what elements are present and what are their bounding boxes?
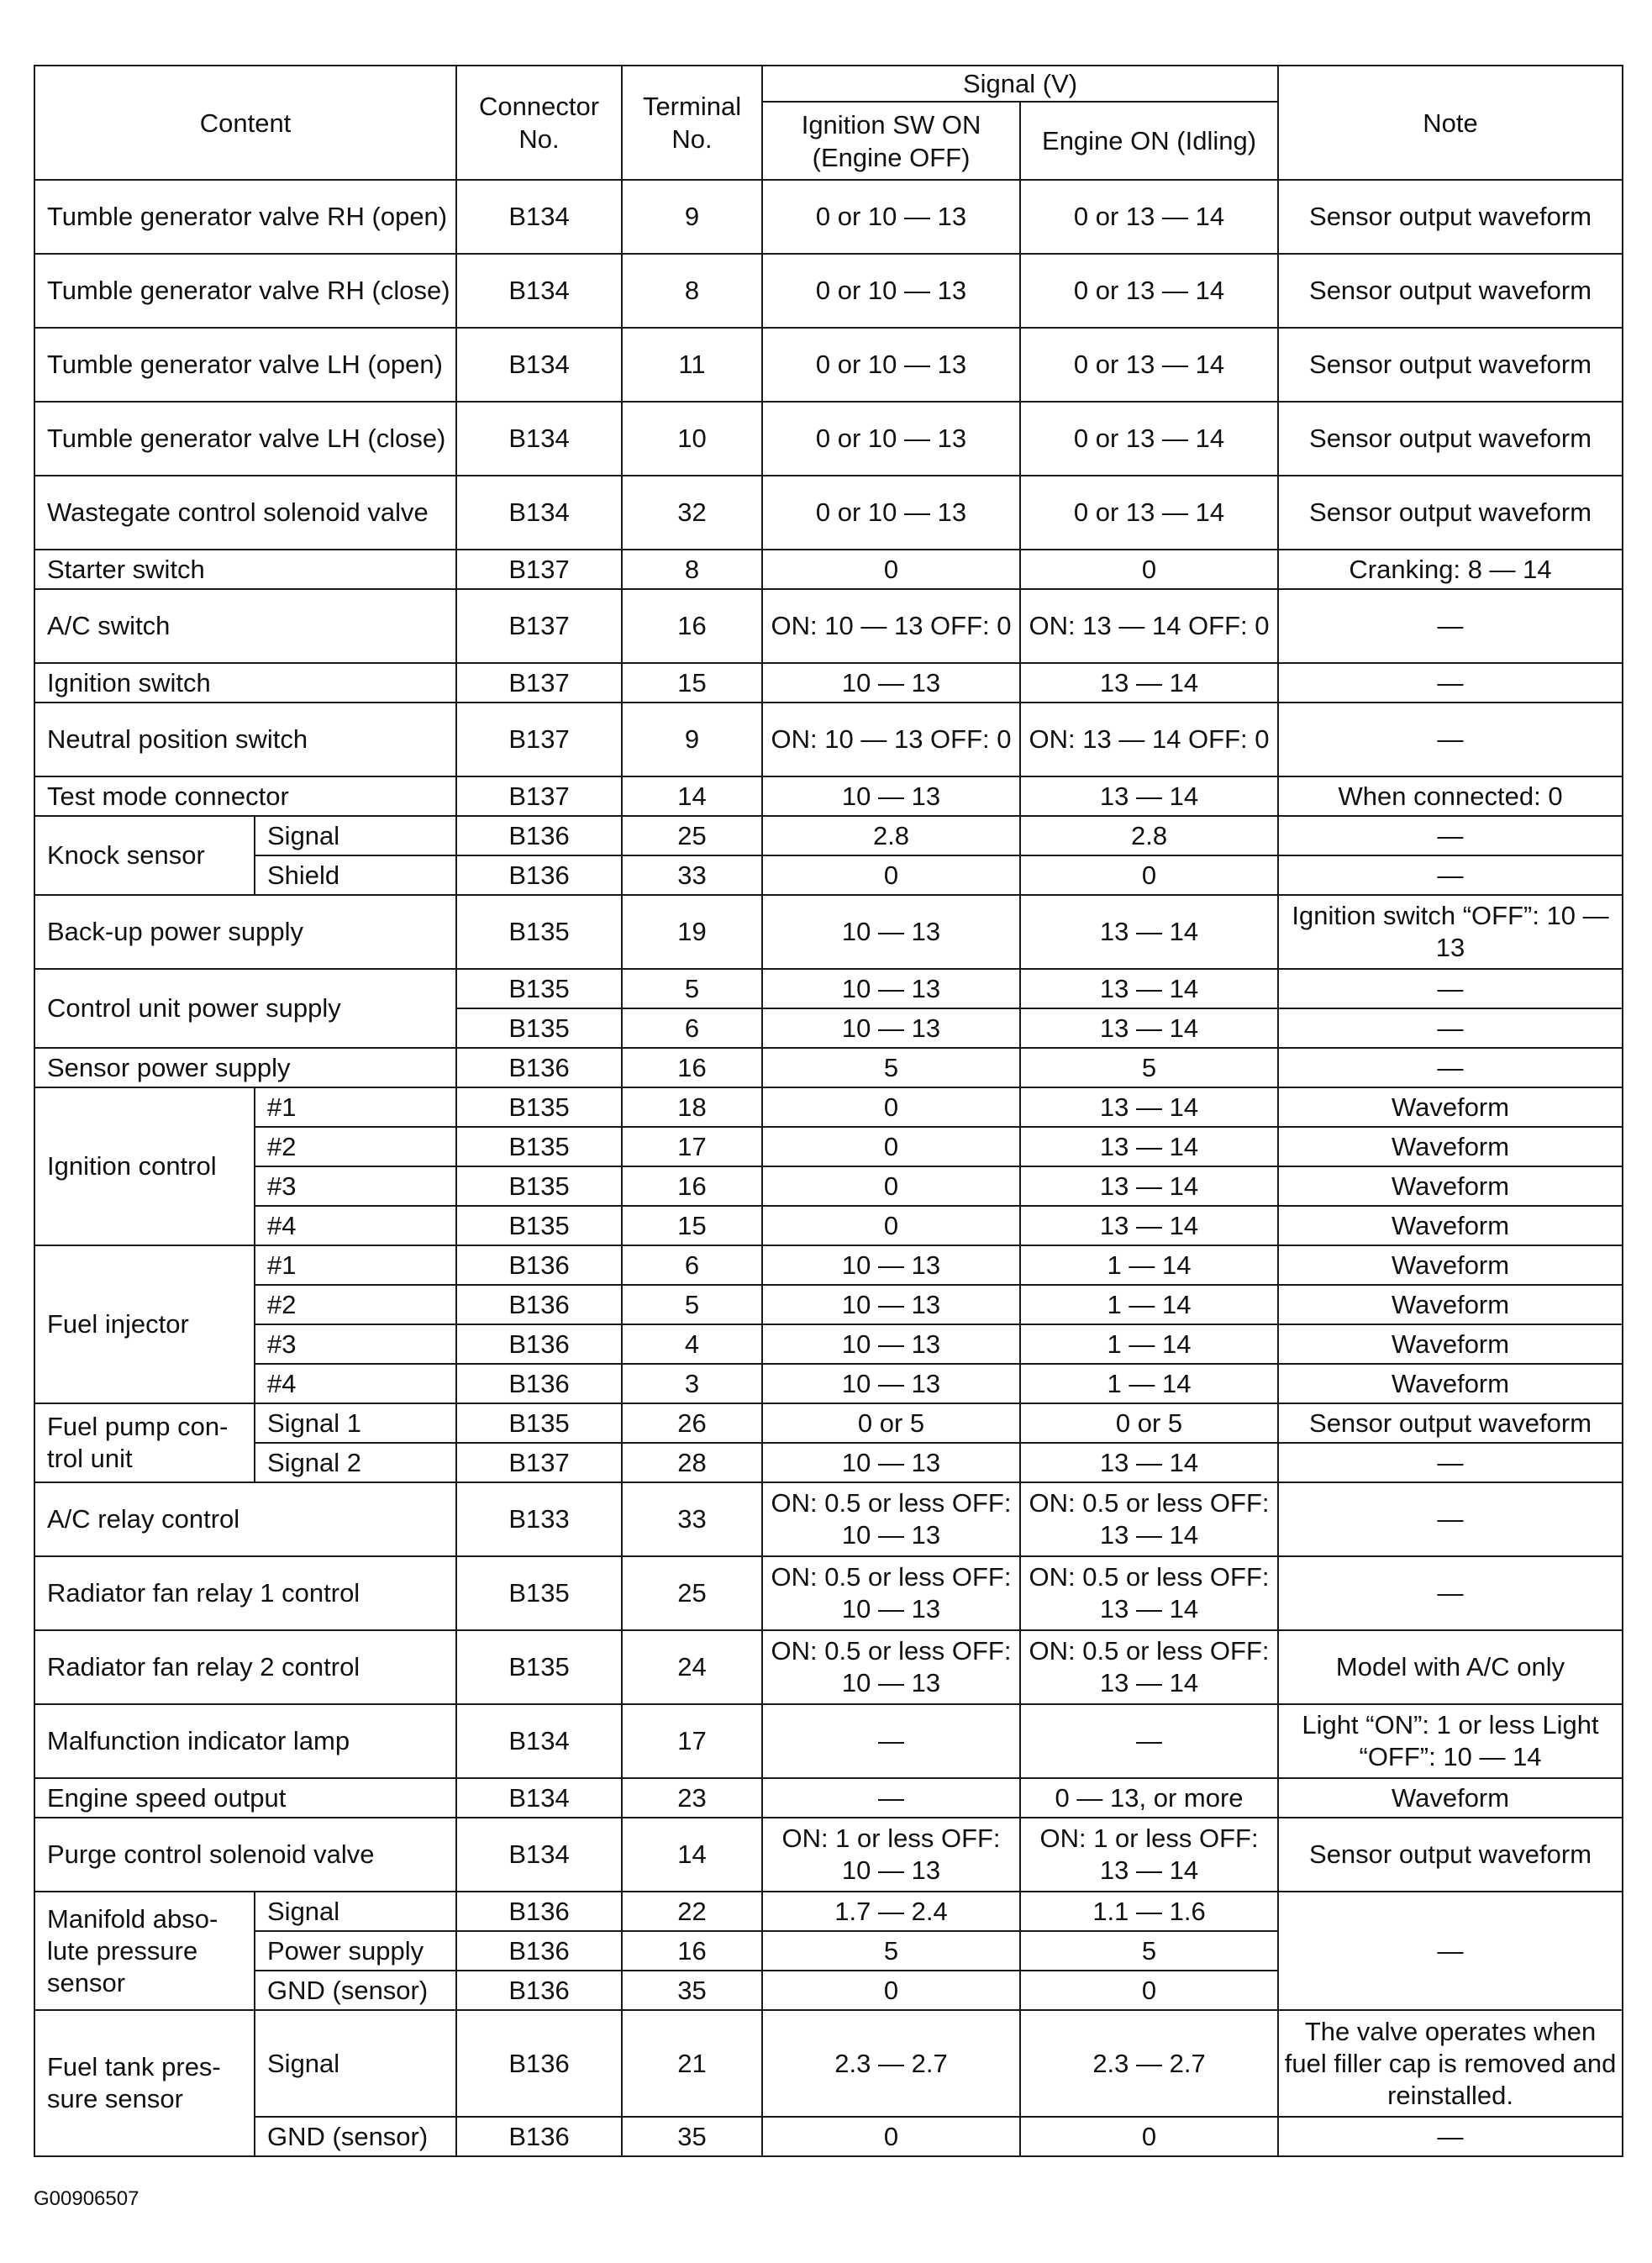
note-cell: Sensor output waveform (1278, 254, 1623, 328)
engine-on-value: 0 or 13 — 14 (1020, 254, 1278, 328)
table-row (34, 1166, 1623, 1206)
content-cell: Tumble generator valve LH (open) (34, 328, 456, 402)
ignition-on-value: 1.7 — 2.4 (762, 1892, 1020, 1931)
table-row (34, 1892, 1623, 1931)
sub-content-cell: #4 (255, 1206, 456, 1245)
terminal-cell: 26 (622, 1403, 762, 1443)
terminal-cell: 8 (622, 550, 762, 589)
connector-cell: B136 (456, 2117, 622, 2156)
connector-cell: B136 (456, 1931, 622, 1971)
ignition-on-value: 0 or 10 — 13 (762, 476, 1020, 550)
ignition-on-value: 0 (762, 550, 1020, 589)
connector-cell: B136 (456, 816, 622, 855)
connector-cell: B134 (456, 1818, 622, 1892)
terminal-cell: 32 (622, 476, 762, 550)
sub-content-cell: Shield (255, 855, 456, 895)
note-cell: The valve operates when fuel filler cap is removed and reinstalled. (1278, 2010, 1623, 2117)
terminal-cell: 35 (622, 2117, 762, 2156)
header-engine-on: Engine ON (Idling) (1020, 102, 1278, 180)
engine-on-value: ON: 0.5 or less OFF: 13 — 14 (1020, 1556, 1278, 1630)
table-row (34, 1324, 1623, 1364)
ignition-on-value: 0 (762, 1206, 1020, 1245)
terminal-cell: 16 (622, 1048, 762, 1087)
ignition-on-value: 0 (762, 855, 1020, 895)
table-row (34, 328, 1623, 402)
note-cell: Waveform (1278, 1206, 1623, 1245)
sub-content-cell: #4 (255, 1364, 456, 1403)
content-cell: Sensor power supply (34, 1048, 456, 1087)
note-cell: Waveform (1278, 1285, 1623, 1324)
table-row (34, 1778, 1623, 1818)
table-row (34, 2010, 1623, 2117)
sub-content-cell: GND (sensor) (255, 2117, 456, 2156)
header-note: Note (1278, 66, 1623, 180)
ignition-on-value: ON: 0.5 or less OFF: 10 — 13 (762, 1630, 1020, 1704)
table-row (34, 895, 1623, 969)
ignition-on-value: 2.8 (762, 816, 1020, 855)
connector-cell: B135 (456, 1127, 622, 1166)
engine-on-value: 13 — 14 (1020, 663, 1278, 703)
engine-on-value: 1 — 14 (1020, 1324, 1278, 1364)
content-cell: Tumble generator valve RH (close) (34, 254, 456, 328)
table-row (34, 1048, 1623, 1087)
terminal-cell: 9 (622, 180, 762, 254)
engine-on-value: ON: 0.5 or less OFF: 13 — 14 (1020, 1482, 1278, 1556)
note-cell: Sensor output waveform (1278, 1403, 1623, 1443)
content-cell: Wastegate control solenoid valve (34, 476, 456, 550)
note-cell: Waveform (1278, 1245, 1623, 1285)
connector-cell: B134 (456, 402, 622, 476)
sub-content-cell: #3 (255, 1166, 456, 1206)
engine-on-value: ON: 13 — 14 OFF: 0 (1020, 589, 1278, 663)
terminal-cell: 17 (622, 1127, 762, 1166)
ignition-on-value: 0 (762, 1971, 1020, 2010)
terminal-cell: 10 (622, 402, 762, 476)
terminal-cell: 5 (622, 1285, 762, 1324)
table-row (34, 1364, 1623, 1403)
engine-on-value: 0 (1020, 855, 1278, 895)
note-cell: — (1278, 589, 1623, 663)
terminal-cell: 9 (622, 703, 762, 776)
note-cell: — (1278, 1443, 1623, 1482)
table-row (34, 1556, 1623, 1630)
terminal-cell: 16 (622, 1931, 762, 1971)
connector-cell: B137 (456, 703, 622, 776)
terminal-cell: 25 (622, 1556, 762, 1630)
note-cell: Waveform (1278, 1324, 1623, 1364)
table-row (34, 855, 1623, 895)
note-cell: — (1278, 1482, 1623, 1556)
engine-on-value: 0 or 13 — 14 (1020, 328, 1278, 402)
connector-cell: B134 (456, 476, 622, 550)
ignition-on-value: ON: 10 — 13 OFF: 0 (762, 703, 1020, 776)
connector-cell: B135 (456, 1403, 622, 1443)
signal-spec-table (34, 65, 1623, 2157)
table-row (34, 2117, 1623, 2156)
header-terminal: Terminal No. (622, 66, 762, 180)
content-cell: Ignition switch (34, 663, 456, 703)
content-cell: Radiator fan relay 1 control (34, 1556, 456, 1630)
ignition-on-value: ON: 0.5 or less OFF: 10 — 13 (762, 1482, 1020, 1556)
connector-cell: B137 (456, 776, 622, 816)
ignition-on-value: 10 — 13 (762, 1364, 1020, 1403)
note-cell: Sensor output waveform (1278, 328, 1623, 402)
table-row (34, 254, 1623, 328)
ignition-on-value: 10 — 13 (762, 895, 1020, 969)
sub-content-cell: Signal (255, 1892, 456, 1931)
note-cell: — (1278, 855, 1623, 895)
engine-on-value: 0 or 5 (1020, 1403, 1278, 1443)
engine-on-value: 5 (1020, 1931, 1278, 1971)
ignition-on-value: 5 (762, 1931, 1020, 1971)
terminal-cell: 25 (622, 816, 762, 855)
table-row (34, 1206, 1623, 1245)
terminal-cell: 18 (622, 1087, 762, 1127)
engine-on-value: 0 or 13 — 14 (1020, 476, 1278, 550)
ignition-on-value: 10 — 13 (762, 1245, 1020, 1285)
sub-content-cell: Signal (255, 816, 456, 855)
note-cell: — (1278, 969, 1623, 1008)
ignition-on-value: 10 — 13 (762, 1443, 1020, 1482)
terminal-cell: 14 (622, 1818, 762, 1892)
terminal-cell: 8 (622, 254, 762, 328)
content-cell: Ignition control (34, 1087, 255, 1245)
engine-on-value: 0 (1020, 1971, 1278, 2010)
note-cell: Waveform (1278, 1166, 1623, 1206)
connector-cell: B136 (456, 1892, 622, 1931)
table-row (34, 1285, 1623, 1324)
ignition-on-value: 0 or 10 — 13 (762, 328, 1020, 402)
engine-on-value: 0 (1020, 2117, 1278, 2156)
table-row (34, 1245, 1623, 1285)
note-cell: Sensor output waveform (1278, 1818, 1623, 1892)
note-cell: Sensor output waveform (1278, 402, 1623, 476)
terminal-cell: 28 (622, 1443, 762, 1482)
terminal-cell: 19 (622, 895, 762, 969)
note-cell: — (1278, 1892, 1623, 2010)
sub-content-cell: Signal (255, 2010, 456, 2117)
header-ignition-on: Ignition SW ON (Engine OFF) (762, 102, 1020, 180)
engine-on-value: ON: 1 or less OFF: 13 — 14 (1020, 1818, 1278, 1892)
note-cell: — (1278, 1556, 1623, 1630)
connector-cell: B135 (456, 1087, 622, 1127)
ignition-on-value: 0 (762, 1087, 1020, 1127)
sub-content-cell: #2 (255, 1285, 456, 1324)
terminal-cell: 24 (622, 1630, 762, 1704)
terminal-cell: 16 (622, 1166, 762, 1206)
engine-on-value: 5 (1020, 1048, 1278, 1087)
content-cell: Manifold abso-lute pressure sensor (34, 1892, 255, 2010)
table-row (34, 180, 1623, 254)
sub-content-cell: GND (sensor) (255, 1971, 456, 2010)
ignition-on-value: 0 (762, 2117, 1020, 2156)
engine-on-value: ON: 13 — 14 OFF: 0 (1020, 703, 1278, 776)
content-cell: Back-up power supply (34, 895, 456, 969)
sub-content-cell: #1 (255, 1245, 456, 1285)
note-cell: — (1278, 816, 1623, 855)
connector-cell: B135 (456, 1630, 622, 1704)
terminal-cell: 5 (622, 969, 762, 1008)
ignition-on-value: 10 — 13 (762, 969, 1020, 1008)
header-connector: Connector No. (456, 66, 622, 180)
content-cell: Engine speed output (34, 1778, 456, 1818)
table-row (34, 969, 1623, 1008)
table-row (34, 1087, 1623, 1127)
engine-on-value: 13 — 14 (1020, 1166, 1278, 1206)
ignition-on-value: 10 — 13 (762, 1324, 1020, 1364)
table-row (34, 402, 1623, 476)
table-row (34, 1127, 1623, 1166)
ignition-on-value: 2.3 — 2.7 (762, 2010, 1020, 2117)
note-cell: Waveform (1278, 1127, 1623, 1166)
engine-on-value: 13 — 14 (1020, 1087, 1278, 1127)
connector-cell: B133 (456, 1482, 622, 1556)
table-row (34, 550, 1623, 589)
table-row (34, 1704, 1623, 1778)
content-cell: Fuel injector (34, 1245, 255, 1403)
engine-on-value: — (1020, 1704, 1278, 1778)
content-cell: Test mode connector (34, 776, 456, 816)
table-row (34, 1818, 1623, 1892)
content-cell: Neutral position switch (34, 703, 456, 776)
engine-on-value: 13 — 14 (1020, 1206, 1278, 1245)
content-cell: Fuel pump con-trol unit (34, 1403, 255, 1482)
content-cell: A/C switch (34, 589, 456, 663)
terminal-cell: 23 (622, 1778, 762, 1818)
connector-cell: B134 (456, 1704, 622, 1778)
note-cell: — (1278, 663, 1623, 703)
ignition-on-value: 10 — 13 (762, 1285, 1020, 1324)
table-row (34, 776, 1623, 816)
note-cell: — (1278, 703, 1623, 776)
terminal-cell: 33 (622, 855, 762, 895)
engine-on-value: 1 — 14 (1020, 1364, 1278, 1403)
content-cell: A/C relay control (34, 1482, 456, 1556)
ignition-on-value: 10 — 13 (762, 1008, 1020, 1048)
terminal-cell: 3 (622, 1364, 762, 1403)
sub-content-cell: #2 (255, 1127, 456, 1166)
connector-cell: B135 (456, 1206, 622, 1245)
connector-cell: B135 (456, 969, 622, 1008)
table-row (34, 476, 1623, 550)
ignition-on-value: 10 — 13 (762, 776, 1020, 816)
terminal-cell: 33 (622, 1482, 762, 1556)
ignition-on-value: 5 (762, 1048, 1020, 1087)
note-cell: Sensor output waveform (1278, 476, 1623, 550)
content-cell: Starter switch (34, 550, 456, 589)
table-row (34, 589, 1623, 663)
sub-content-cell: Power supply (255, 1931, 456, 1971)
content-cell: Tumble generator valve LH (close) (34, 402, 456, 476)
engine-on-value: 0 (1020, 550, 1278, 589)
terminal-cell: 21 (622, 2010, 762, 2117)
terminal-cell: 16 (622, 589, 762, 663)
engine-on-value: 0 or 13 — 14 (1020, 402, 1278, 476)
connector-cell: B137 (456, 663, 622, 703)
note-cell: When connected: 0 (1278, 776, 1623, 816)
ignition-on-value: 0 or 10 — 13 (762, 180, 1020, 254)
ignition-on-value: 0 (762, 1127, 1020, 1166)
header-signal: Signal (V) (762, 66, 1278, 102)
terminal-cell: 35 (622, 1971, 762, 2010)
connector-cell: B135 (456, 1166, 622, 1206)
connector-cell: B134 (456, 254, 622, 328)
note-cell: Ignition switch “OFF”: 10 — 13 (1278, 895, 1623, 969)
content-cell: Malfunction indicator lamp (34, 1704, 456, 1778)
connector-cell: B136 (456, 1324, 622, 1364)
engine-on-value: ON: 0.5 or less OFF: 13 — 14 (1020, 1630, 1278, 1704)
connector-cell: B135 (456, 1008, 622, 1048)
connector-cell: B137 (456, 589, 622, 663)
terminal-cell: 6 (622, 1008, 762, 1048)
ignition-on-value: 0 or 5 (762, 1403, 1020, 1443)
terminal-cell: 15 (622, 1206, 762, 1245)
engine-on-value: 2.3 — 2.7 (1020, 2010, 1278, 2117)
engine-on-value: 13 — 14 (1020, 1008, 1278, 1048)
figure-reference-code: G00906507 (34, 2187, 139, 2210)
engine-on-value: 2.8 (1020, 816, 1278, 855)
connector-cell: B136 (456, 1048, 622, 1087)
sub-content-cell: #3 (255, 1324, 456, 1364)
table-row (34, 663, 1623, 703)
table-row (34, 1482, 1623, 1556)
ignition-on-value: ON: 10 — 13 OFF: 0 (762, 589, 1020, 663)
terminal-cell: 4 (622, 1324, 762, 1364)
note-cell: Sensor output waveform (1278, 180, 1623, 254)
connector-cell: B136 (456, 2010, 622, 2117)
content-cell: Radiator fan relay 2 control (34, 1630, 456, 1704)
note-cell: — (1278, 1048, 1623, 1087)
engine-on-value: 13 — 14 (1020, 969, 1278, 1008)
ignition-on-value: — (762, 1704, 1020, 1778)
connector-cell: B136 (456, 1971, 622, 2010)
ignition-on-value: 0 or 10 — 13 (762, 402, 1020, 476)
table-row (34, 816, 1623, 855)
content-cell: Control unit power supply (34, 969, 456, 1048)
note-cell: Waveform (1278, 1364, 1623, 1403)
ignition-on-value: 0 (762, 1166, 1020, 1206)
ignition-on-value: 0 or 10 — 13 (762, 254, 1020, 328)
note-cell: — (1278, 1008, 1623, 1048)
sub-content-cell: Signal 1 (255, 1403, 456, 1443)
note-cell: Cranking: 8 — 14 (1278, 550, 1623, 589)
terminal-cell: 15 (622, 663, 762, 703)
note-cell: Waveform (1278, 1778, 1623, 1818)
terminal-cell: 6 (622, 1245, 762, 1285)
connector-cell: B136 (456, 855, 622, 895)
note-cell: Waveform (1278, 1087, 1623, 1127)
engine-on-value: 13 — 14 (1020, 776, 1278, 816)
connector-cell: B134 (456, 180, 622, 254)
content-cell: Knock sensor (34, 816, 255, 895)
connector-cell: B134 (456, 1778, 622, 1818)
table-row (34, 703, 1623, 776)
table-body (34, 180, 1623, 2156)
content-cell: Purge control solenoid valve (34, 1818, 456, 1892)
content-cell: Tumble generator valve RH (open) (34, 180, 456, 254)
note-cell: — (1278, 2117, 1623, 2156)
table-row (34, 1630, 1623, 1704)
terminal-cell: 17 (622, 1704, 762, 1778)
ignition-on-value: 10 — 13 (762, 663, 1020, 703)
ignition-on-value: ON: 1 or less OFF: 10 — 13 (762, 1818, 1020, 1892)
connector-cell: B136 (456, 1364, 622, 1403)
content-cell: Fuel tank pres-sure sensor (34, 2010, 255, 2156)
header-content: Content (34, 66, 456, 180)
engine-on-value: 1.1 — 1.6 (1020, 1892, 1278, 1931)
engine-on-value: 0 or 13 — 14 (1020, 180, 1278, 254)
table-row (34, 1403, 1623, 1443)
engine-on-value: 1 — 14 (1020, 1245, 1278, 1285)
connector-cell: B136 (456, 1245, 622, 1285)
connector-cell: B137 (456, 550, 622, 589)
sub-content-cell: Signal 2 (255, 1443, 456, 1482)
sub-content-cell: #1 (255, 1087, 456, 1127)
note-cell: Model with A/C only (1278, 1630, 1623, 1704)
ignition-on-value: ON: 0.5 or less OFF: 10 — 13 (762, 1556, 1020, 1630)
table-row (34, 1443, 1623, 1482)
terminal-cell: 14 (622, 776, 762, 816)
note-cell: Light “ON”: 1 or less Light “OFF”: 10 — 14 (1278, 1704, 1623, 1778)
engine-on-value: 13 — 14 (1020, 895, 1278, 969)
connector-cell: B135 (456, 1556, 622, 1630)
terminal-cell: 22 (622, 1892, 762, 1931)
engine-on-value: 13 — 14 (1020, 1443, 1278, 1482)
connector-cell: B135 (456, 895, 622, 969)
ignition-on-value: — (762, 1778, 1020, 1818)
engine-on-value: 1 — 14 (1020, 1285, 1278, 1324)
connector-cell: B134 (456, 328, 622, 402)
connector-cell: B137 (456, 1443, 622, 1482)
connector-cell: B136 (456, 1285, 622, 1324)
engine-on-value: 13 — 14 (1020, 1127, 1278, 1166)
terminal-cell: 11 (622, 328, 762, 402)
engine-on-value: 0 — 13, or more (1020, 1778, 1278, 1818)
